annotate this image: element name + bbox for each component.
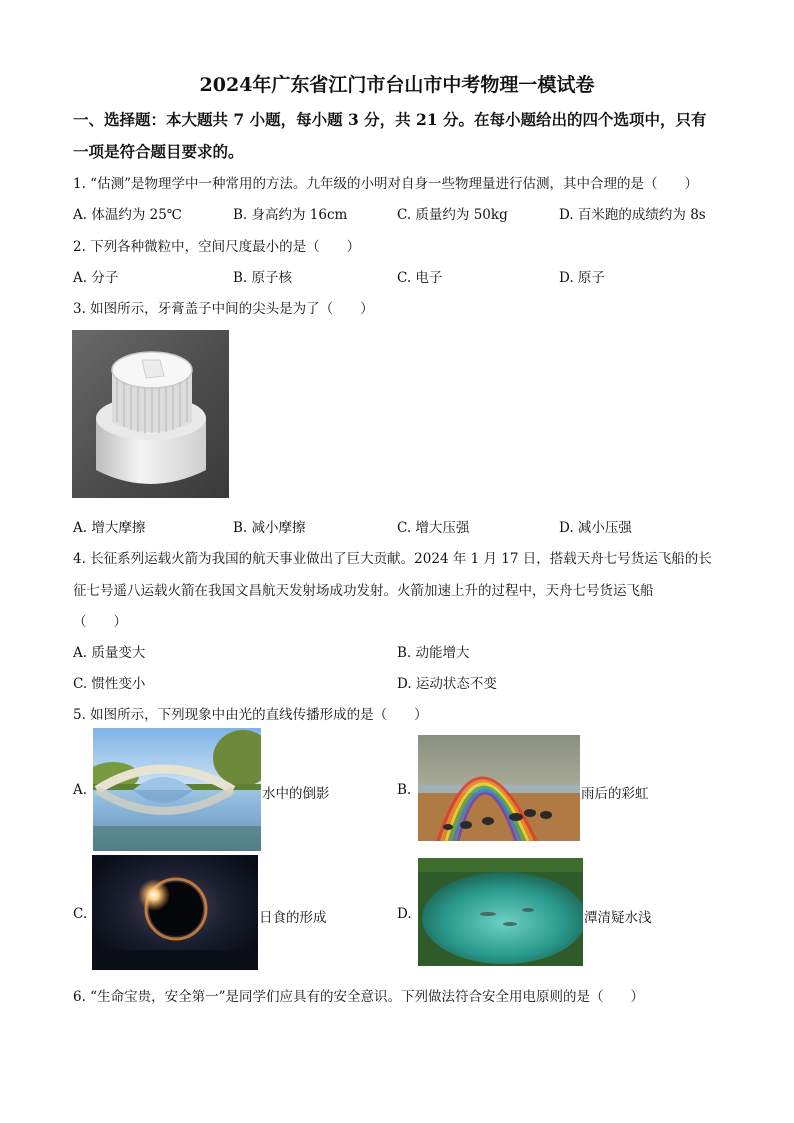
- q1-option-b: B. 身高约为 16cm: [233, 207, 348, 223]
- question-5-stem: 5. 如图所示，下列现象中由光的直线传播形成的是（ ）: [73, 707, 428, 723]
- q1-option-c: C. 质量约为 50kg: [397, 207, 508, 223]
- q5-option-b-caption: 雨后的彩虹: [581, 786, 649, 802]
- q5-option-a-letter: A.: [73, 782, 88, 798]
- rainbow-image: [418, 735, 580, 841]
- question-4-stem-line3: （ ）: [73, 614, 127, 630]
- q5-option-c-letter: C.: [73, 906, 88, 922]
- q2-option-a: A. 分子: [73, 270, 119, 286]
- clear-pond-image: [418, 858, 583, 966]
- q5-option-a-caption: 水中的倒影: [262, 786, 330, 802]
- q5-option-c-caption: 日食的形成: [259, 910, 327, 926]
- question-4-stem-line1: 4. 长征系列运载火箭为我国的航天事业做出了巨大贡献。2024 年 1 月 17 日，搭载天舟七号货运飞船的长: [73, 551, 712, 567]
- section-heading-line2: 一项是符合题目要求的。: [73, 142, 244, 161]
- q5-option-d-letter: D.: [397, 906, 412, 922]
- question-3-stem: 3. 如图所示，牙膏盖子中间的尖头是为了（ ）: [73, 301, 374, 317]
- q3-option-c: C. 增大压强: [397, 520, 470, 536]
- question-1-stem: 1. “估测”是物理学中一种常用的方法。九年级的小明对自身一些物理量进行估测，其中合理的是（ ）: [73, 176, 698, 192]
- section-heading-line1: 一、选择题：本大题共 7 小题，每小题 3 分，共 21 分。在每小题给出的四个选项中，只有: [73, 110, 707, 129]
- question-4-stem-line2: 征七号遥八运载火箭在我国文昌航天发射场成功发射。火箭加速上升的过程中，天舟七号货运飞船: [73, 583, 654, 599]
- q5-option-d-caption: 潭清疑水浅: [584, 910, 652, 926]
- question-2-stem: 2. 下列各种微粒中，空间尺度最小的是（ ）: [73, 239, 361, 255]
- q2-option-c: C. 电子: [397, 270, 443, 286]
- bridge-reflection-image: [93, 728, 261, 851]
- q1-option-d: D. 百米跑的成绩约为 8s: [559, 207, 706, 223]
- q3-option-a: A. 增大摩擦: [73, 520, 146, 536]
- page-title: 2024年广东省江门市台山市中考物理一模试卷: [199, 74, 595, 96]
- solar-eclipse-image: [92, 855, 258, 970]
- q4-option-b: B. 动能增大: [397, 645, 470, 661]
- q1-option-a: A. 体温约为 25℃: [73, 207, 182, 223]
- toothpaste-cap-image: [72, 330, 229, 498]
- question-6-stem: 6. “生命宝贵，安全第一”是同学们应具有的安全意识。下列做法符合安全用电原则的是（ ）: [73, 989, 644, 1005]
- q3-option-d: D. 减小压强: [559, 520, 632, 536]
- q4-option-d: D. 运动状态不变: [397, 676, 497, 692]
- q2-option-b: B. 原子核: [233, 270, 293, 286]
- q2-option-d: D. 原子: [559, 270, 605, 286]
- q4-option-c: C. 惯性变小: [73, 676, 146, 692]
- q5-option-b-letter: B.: [397, 782, 412, 798]
- q4-option-a: A. 质量变大: [73, 645, 146, 661]
- q3-option-b: B. 减小摩擦: [233, 520, 306, 536]
